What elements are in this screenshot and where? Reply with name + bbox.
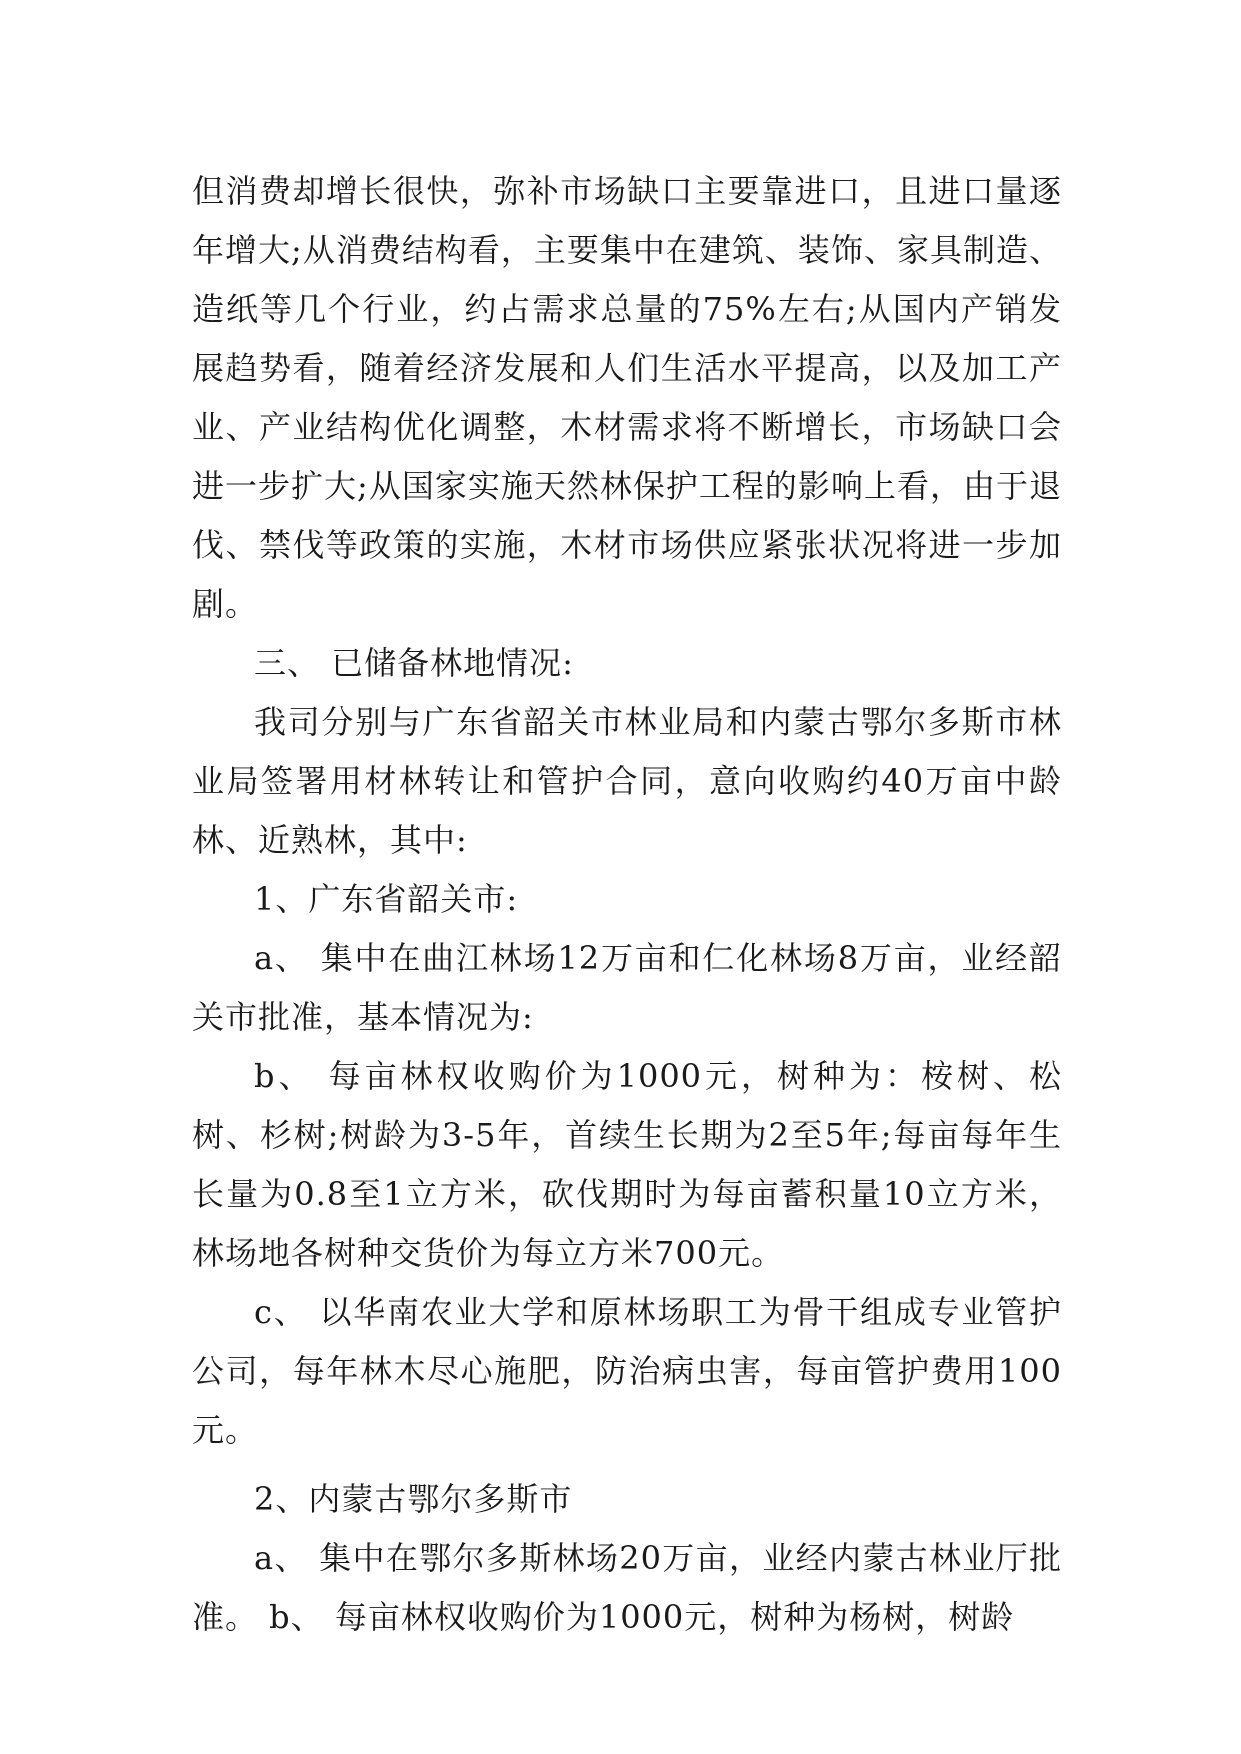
item-shaoguan-b: b、 每亩林权收购价为1000元，树种为：桉树、松树、杉树;树龄为3-5年，首续生长期为2至5年;每亩每年生长量为0.8至1立方米，砍伐期时为每亩蓄积量10立方米，林场地各树种交货价为每立方米700元。 — [192, 1057, 1062, 1272]
paragraph-market-consumption: 但消费却增长很快，弥补市场缺口主要靠进口，且进口量逐年增大;从消费结构看，主要集中在建筑、装饰、家具制造、造纸等几个行业，约占需求总量的75%左右;从国内产销发展趋势看，随着经济发展和人们生活水平提高，以及加工产业、产业结构优化调整，木材需求将不断增长，市场缺口会进一步扩大;从国家实施天然林保护工程的影响上看，由于退伐、禁伐等政策的实施，木材市场供应紧张状况将进一步加剧。 — [192, 172, 1062, 623]
item-shaoguan-a: a、 集中在曲江林场12万亩和仁化林场8万亩，业经韶关市批准，基本情况为: — [192, 939, 1062, 1036]
document-body — [192, 162, 1062, 1647]
item-ordos-a-b: a、 集中在鄂尔多斯林场20万亩，业经内蒙古林业厅批准。 b、 每亩林权收购价为1000元，树种为杨树，树龄 — [192, 1539, 1062, 1636]
subheading-ordos: 2、内蒙古鄂尔多斯市 — [254, 1480, 573, 1518]
item-shaoguan-c: c、 以华南农业大学和原林场职工为骨干组成专业管护公司，每年林木尽心施肥，防治病虫害，每亩管护费用100元。 — [192, 1293, 1062, 1449]
section-heading-reserved-forest: 三、 已储备林地情况: — [254, 644, 574, 682]
paragraph-acquisition-contracts: 我司分别与广东省韶关市林业局和内蒙古鄂尔多斯市林业局签署用材林转让和管护合同，意向收购约40万亩中龄林、近熟林，其中: — [192, 703, 1062, 859]
subheading-shaoguan: 1、广东省韶关市: — [254, 880, 519, 918]
